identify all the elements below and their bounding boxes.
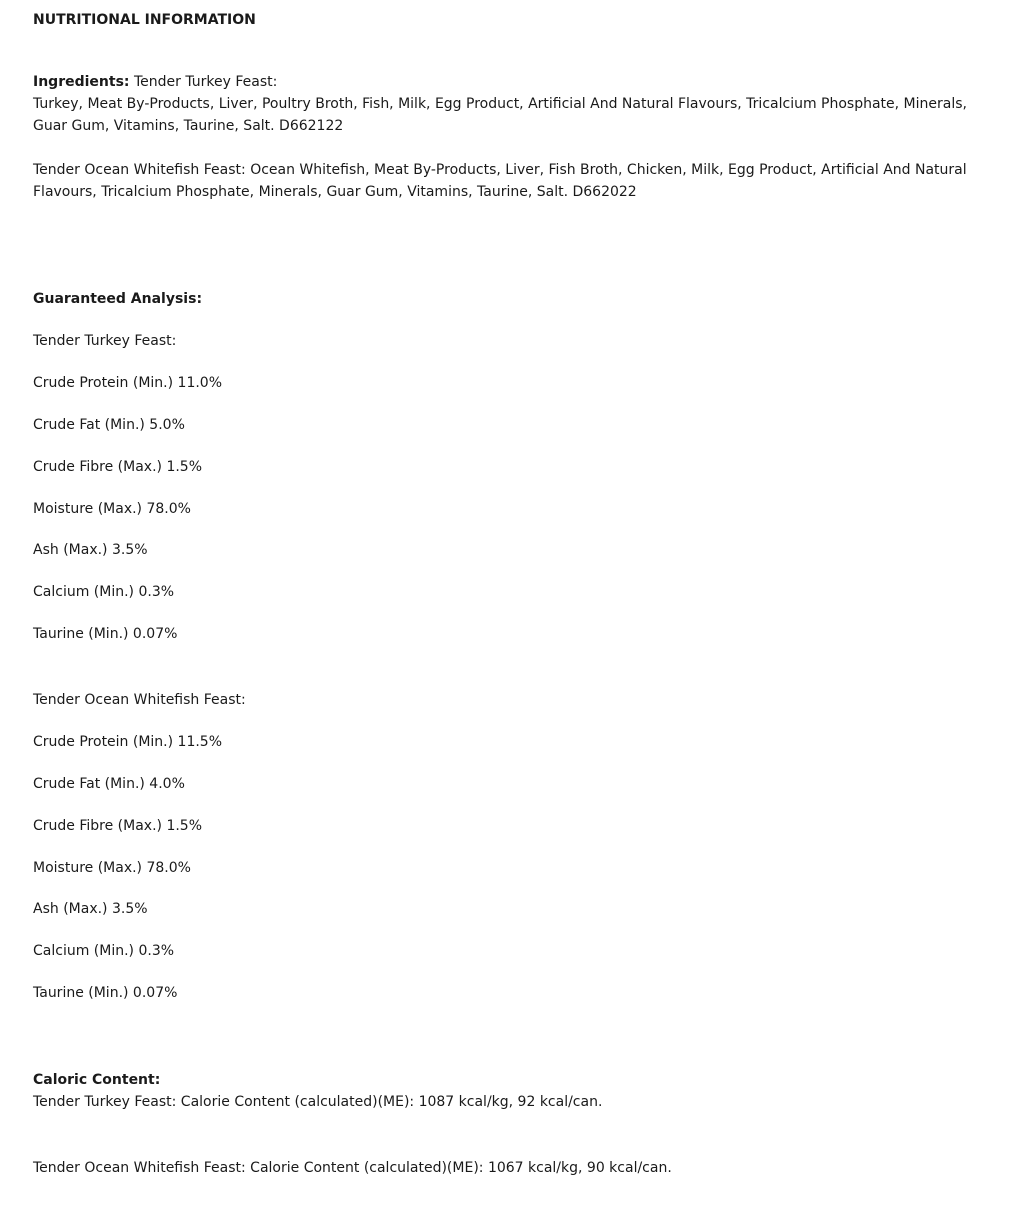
- list-item: Ash (Max.) 3.5%: [33, 901, 148, 918]
- ingredients-ocean: [33, 159, 994, 203]
- list-item: Ash (Max.) 3.5%: [33, 542, 148, 559]
- turkey-ingredients-name: Tender Turkey Feast:: [133, 74, 278, 90]
- caloric-turkey: Tender Turkey Feast: Calorie Content (calculated)(ME): 1087 kcal/kg, 92 kcal/can.: [33, 1094, 603, 1110]
- ocean-ingredients-name: Tender Ocean Whitefish Feast:: [33, 162, 246, 178]
- list-item: Taurine (Min.) 0.07%: [33, 626, 178, 643]
- list-item: Calcium (Min.) 0.3%: [33, 584, 175, 601]
- turkey-ingredients-text: Turkey, Meat By-Products, Liver, Poultry Broth, Fish, Milk, Egg Product, Artificial And Natural Flavours, Tricalcium Phosphate, Minerals, Guar Gum, Vitamins, Taurine, Salt. D662122: [33, 96, 967, 134]
- list-item: Crude Fibre (Max.) 1.5%: [33, 817, 203, 834]
- list-item: Calcium (Min.) 0.3%: [33, 943, 175, 960]
- list-item: Moisture (Max.) 78.0%: [33, 500, 191, 517]
- list-item: Taurine (Min.) 0.07%: [33, 985, 178, 1002]
- ingredients-label: Ingredients:: [33, 74, 130, 90]
- list-item: Crude Fat (Min.) 5.0%: [33, 416, 185, 433]
- guaranteed-analysis-heading: Guaranteed Analysis:: [33, 291, 203, 307]
- ocean-analysis-list: [33, 689, 994, 1024]
- list-item: Tender Ocean Whitefish Feast:: [33, 692, 246, 708]
- ocean-ingredients-text: Ocean Whitefish, Meat By-Products, Liver, Fish Broth, Chicken, Milk, Egg Product, Artificial And Natural Flavours, Tricalcium Phosphate, Minerals, Guar Gum, Vitamins, Taurine, Salt. D662022: [33, 162, 967, 200]
- list-item: Crude Protein (Min.) 11.5%: [33, 733, 223, 750]
- list-item: Crude Protein (Min.) 11.0%: [33, 374, 223, 391]
- ingredients-turkey: [33, 71, 994, 137]
- list-item: Crude Fat (Min.) 4.0%: [33, 775, 185, 792]
- list-item: Tender Turkey Feast:: [33, 333, 177, 349]
- caloric-content-heading: Caloric Content:: [33, 1072, 161, 1088]
- caloric-ocean: Tender Ocean Whitefish Feast: Calorie Content (calculated)(ME): 1067 kcal/kg, 90 kcal/can.: [33, 1160, 672, 1176]
- list-item: Moisture (Max.) 78.0%: [33, 859, 191, 876]
- turkey-analysis-list: [33, 330, 994, 665]
- page-title: NUTRITIONAL INFORMATION: [33, 12, 256, 28]
- list-item: Crude Fibre (Max.) 1.5%: [33, 458, 203, 475]
